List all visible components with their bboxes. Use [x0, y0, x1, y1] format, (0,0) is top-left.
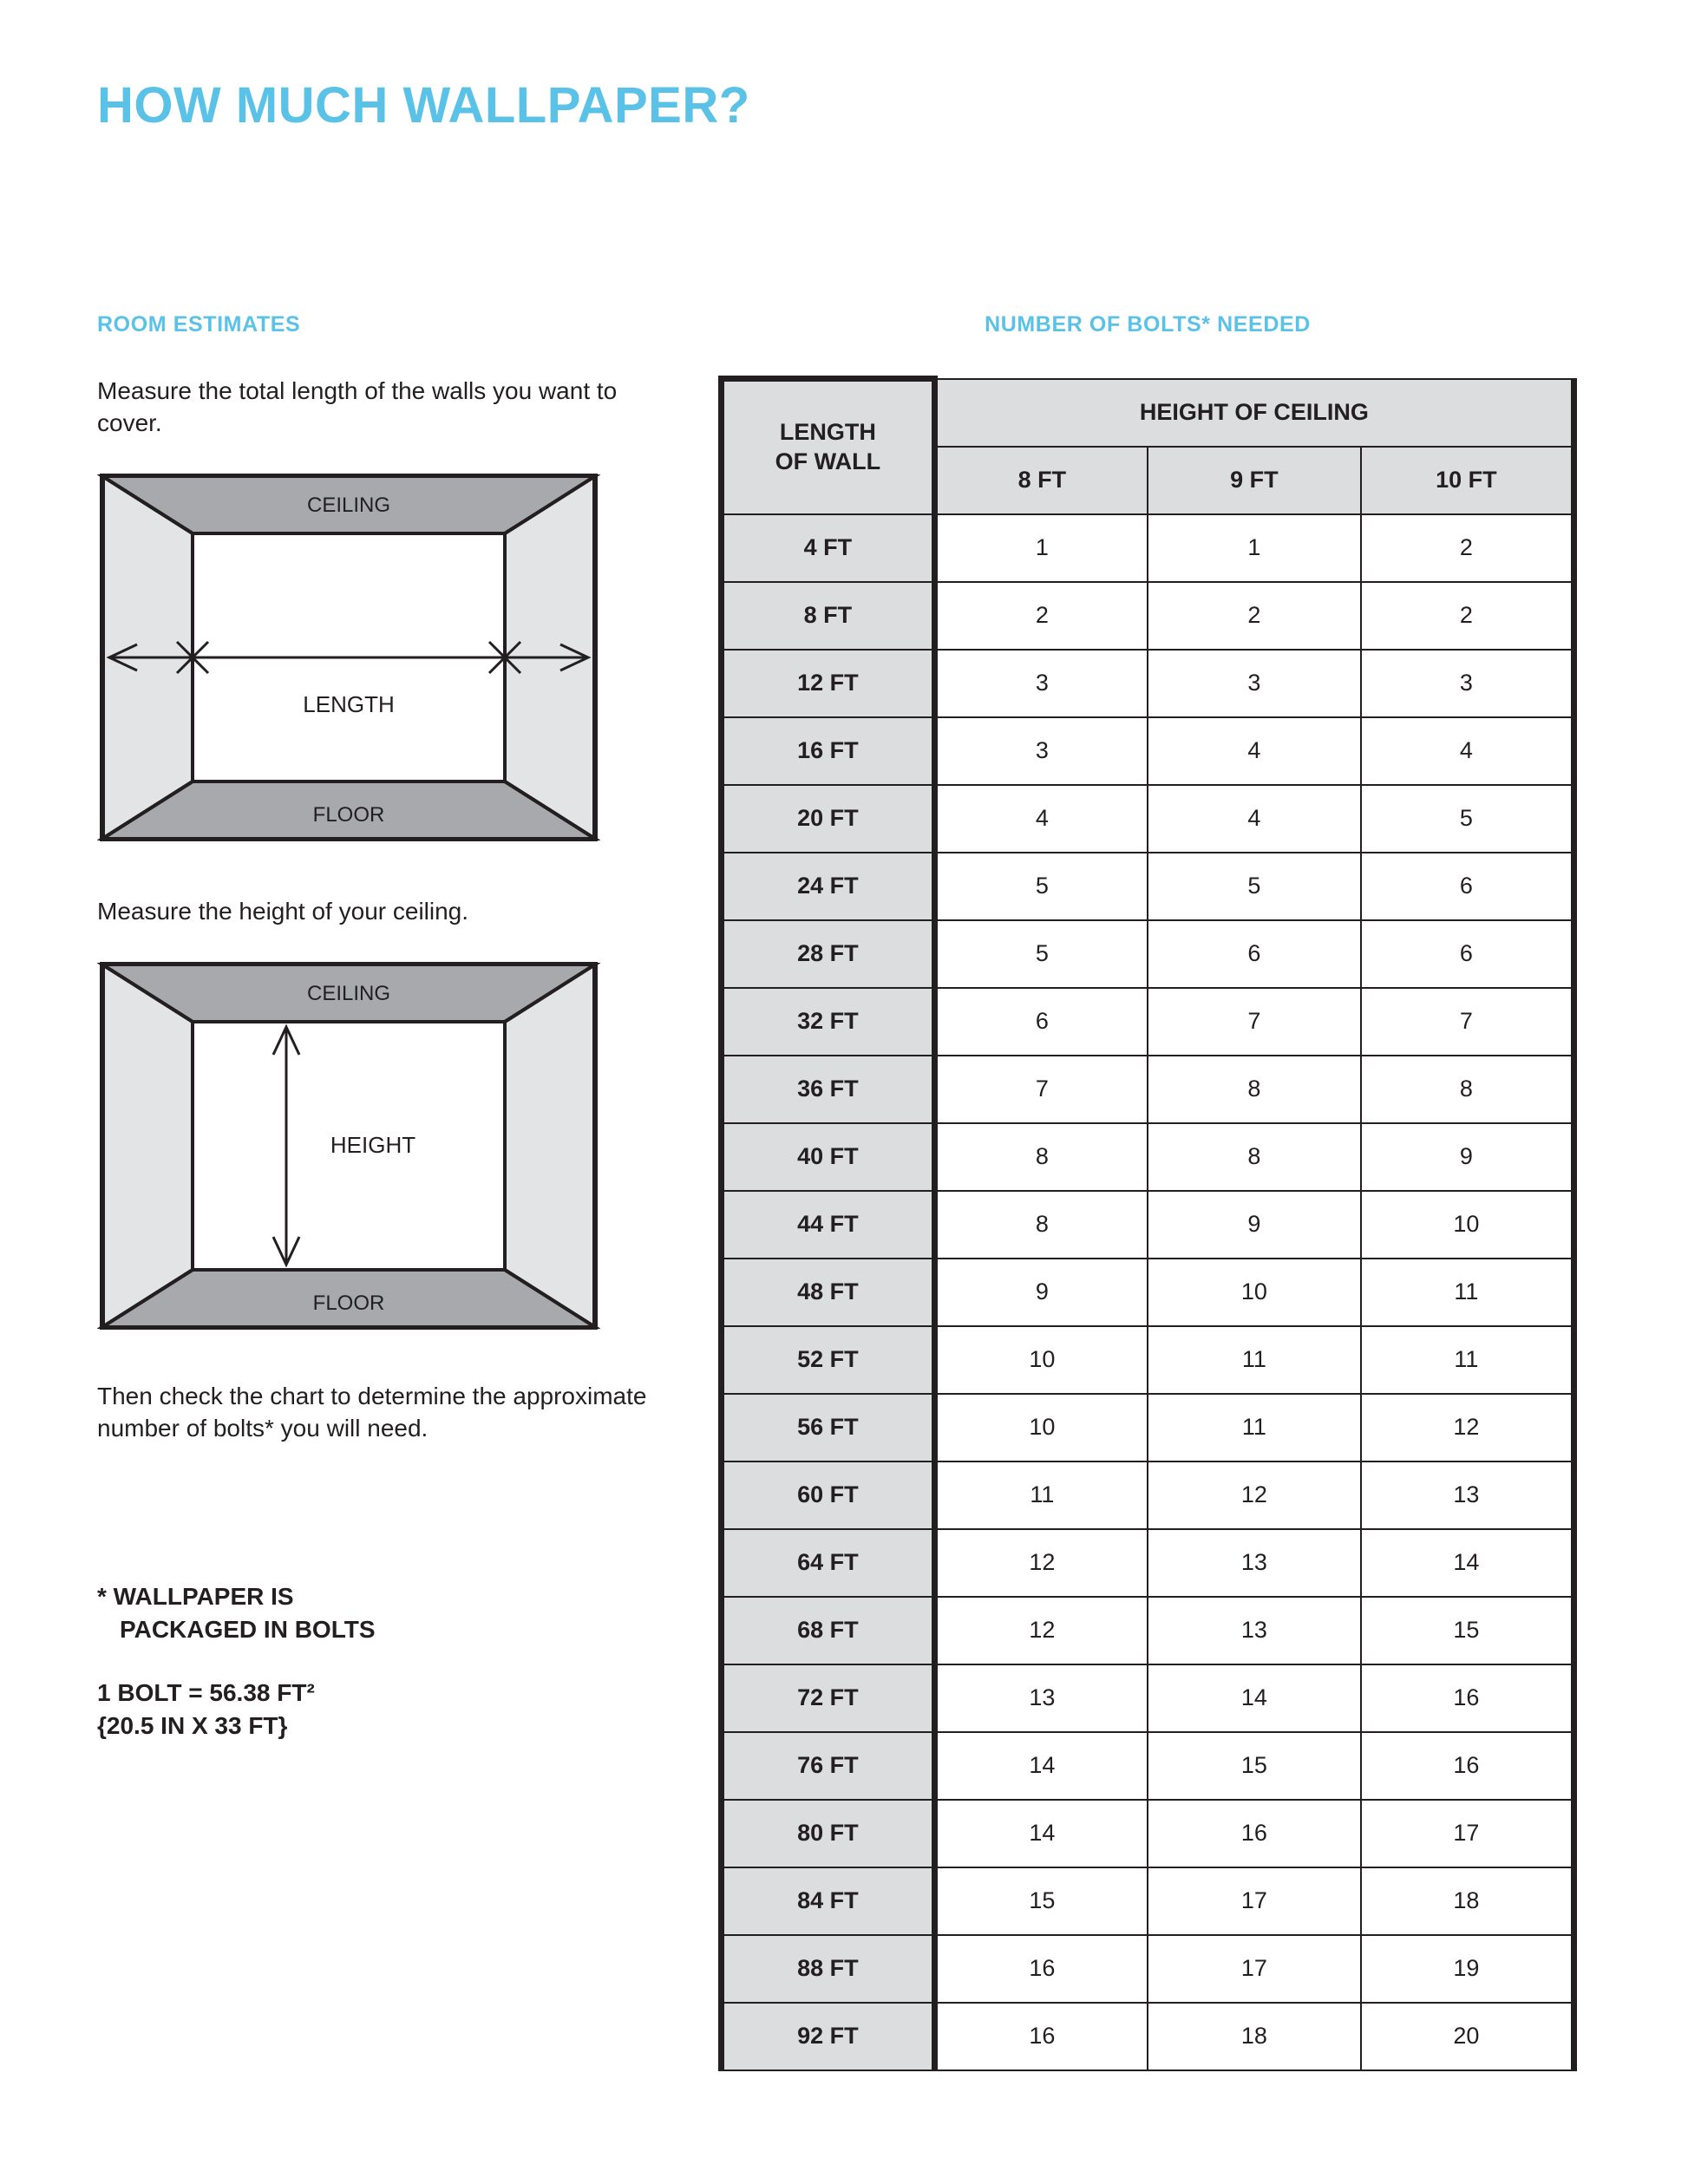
- room-diagram-height: [97, 959, 600, 1332]
- cell-8ft: 10: [934, 1326, 1148, 1394]
- cell-10ft: 14: [1361, 1529, 1574, 1597]
- step-1-text: Measure the total length of the walls you want to cover.: [97, 377, 618, 436]
- cell-8ft: 1: [934, 514, 1148, 582]
- row-label: 68 FT: [722, 1597, 935, 1664]
- diagram-ceiling-label: CEILING: [306, 493, 391, 517]
- cell-10ft: 9: [1361, 1123, 1574, 1191]
- table-header-row-group: [722, 379, 1574, 447]
- row-label: 60 FT: [722, 1461, 935, 1529]
- row-label: 64 FT: [722, 1529, 935, 1597]
- row-label: 36 FT: [722, 1056, 935, 1123]
- cell-10ft: 2: [1361, 582, 1574, 650]
- cell-9ft: 2: [1148, 582, 1361, 650]
- diagram-length-label: LENGTH: [303, 690, 395, 717]
- cell-9ft: 17: [1148, 1935, 1361, 2003]
- cell-8ft: 5: [934, 853, 1148, 920]
- cell-9ft: 9: [1148, 1191, 1361, 1259]
- header-length-of-wall: [722, 379, 935, 514]
- room-estimates-column: [97, 312, 652, 1743]
- table-row: [722, 1191, 1574, 1259]
- cell-10ft: 11: [1361, 1259, 1574, 1326]
- cell-10ft: 3: [1361, 650, 1574, 717]
- table-row: [722, 1935, 1574, 2003]
- cell-8ft: 15: [934, 1867, 1148, 1935]
- page-title: HOW MUCH WALLPAPER?: [97, 77, 750, 134]
- table-row: [722, 514, 1574, 582]
- cell-9ft: 11: [1148, 1326, 1361, 1394]
- cell-9ft: 14: [1148, 1664, 1361, 1732]
- table-row: [722, 1597, 1574, 1664]
- cell-9ft: 12: [1148, 1461, 1361, 1529]
- footnote-line-2: PACKAGED IN BOLTS: [120, 1615, 376, 1643]
- cell-9ft: 11: [1148, 1394, 1361, 1461]
- table-row: [722, 1664, 1574, 1732]
- cell-9ft: 5: [1148, 853, 1361, 920]
- diagram-ceiling-label: CEILING: [306, 981, 391, 1005]
- table-row: [722, 1123, 1574, 1191]
- row-label: 48 FT: [722, 1259, 935, 1326]
- cell-9ft: 15: [1148, 1732, 1361, 1800]
- diagram-floor-label: FLOOR: [312, 802, 385, 827]
- row-label: 12 FT: [722, 650, 935, 717]
- row-label: 84 FT: [722, 1867, 935, 1935]
- bolts-table-column: [718, 312, 1577, 2071]
- header-height-of-ceiling: HEIGHT OF CEILING: [934, 379, 1574, 447]
- cell-10ft: 18: [1361, 1867, 1574, 1935]
- step-2-text: Measure the height of your ceiling.: [97, 897, 469, 925]
- cell-8ft: 11: [934, 1461, 1148, 1529]
- room-diagram-length: [97, 471, 600, 844]
- header-length-line-2: OF WALL: [775, 448, 881, 474]
- bolt-equivalent-area: 1 BOLT = 56.38 FT²: [97, 1679, 315, 1707]
- table-row: [722, 1326, 1574, 1394]
- table-row: [722, 1394, 1574, 1461]
- cell-9ft: 13: [1148, 1529, 1361, 1597]
- cell-8ft: 12: [934, 1529, 1148, 1597]
- table-row: [722, 1529, 1574, 1597]
- diagram-floor-label: FLOOR: [312, 1291, 385, 1315]
- cell-8ft: 4: [934, 785, 1148, 853]
- bolt-equivalent: [97, 1677, 652, 1743]
- cell-10ft: 16: [1361, 1664, 1574, 1732]
- cell-9ft: 1: [1148, 514, 1361, 582]
- row-label: 4 FT: [722, 514, 935, 582]
- cell-8ft: 8: [934, 1191, 1148, 1259]
- row-label: 8 FT: [722, 582, 935, 650]
- cell-8ft: 3: [934, 717, 1148, 785]
- footnote-wallpaper-bolts: [97, 1580, 652, 1646]
- table-row: [722, 582, 1574, 650]
- cell-10ft: 20: [1361, 2003, 1574, 2070]
- bolts-table: [718, 376, 1577, 2071]
- row-label: 72 FT: [722, 1664, 935, 1732]
- cell-10ft: 2: [1361, 514, 1574, 582]
- cell-8ft: 10: [934, 1394, 1148, 1461]
- cell-8ft: 16: [934, 2003, 1148, 2070]
- table-row: [722, 853, 1574, 920]
- cell-10ft: 15: [1361, 1597, 1574, 1664]
- table-row: [722, 1056, 1574, 1123]
- cell-10ft: 13: [1361, 1461, 1574, 1529]
- cell-9ft: 8: [1148, 1056, 1361, 1123]
- row-label: 52 FT: [722, 1326, 935, 1394]
- table-row: [722, 1461, 1574, 1529]
- row-label: 16 FT: [722, 717, 935, 785]
- cell-10ft: 6: [1361, 920, 1574, 988]
- cell-9ft: 17: [1148, 1867, 1361, 1935]
- table-row: [722, 2003, 1574, 2070]
- cell-9ft: 18: [1148, 2003, 1361, 2070]
- cell-10ft: 4: [1361, 717, 1574, 785]
- table-row: [722, 1867, 1574, 1935]
- table-row: [722, 1800, 1574, 1867]
- header-col-10ft: 10 FT: [1361, 447, 1574, 514]
- row-label: 80 FT: [722, 1800, 935, 1867]
- row-label: 44 FT: [722, 1191, 935, 1259]
- bolts-table-body: [722, 514, 1574, 2070]
- cell-9ft: 10: [1148, 1259, 1361, 1326]
- cell-8ft: 14: [934, 1732, 1148, 1800]
- row-label: 28 FT: [722, 920, 935, 988]
- row-label: 92 FT: [722, 2003, 935, 2070]
- row-label: 76 FT: [722, 1732, 935, 1800]
- cell-8ft: 13: [934, 1664, 1148, 1732]
- cell-10ft: 12: [1361, 1394, 1574, 1461]
- table-row: [722, 988, 1574, 1056]
- cell-10ft: 19: [1361, 1935, 1574, 2003]
- cell-10ft: 11: [1361, 1326, 1574, 1394]
- table-row: [722, 1259, 1574, 1326]
- row-label: 24 FT: [722, 853, 935, 920]
- section-heading-bolts-needed: NUMBER OF BOLTS* NEEDED: [985, 312, 1311, 337]
- cell-8ft: 6: [934, 988, 1148, 1056]
- bolt-equivalent-dimensions: {20.5 IN X 33 FT}: [97, 1712, 288, 1740]
- cell-8ft: 12: [934, 1597, 1148, 1664]
- cell-9ft: 7: [1148, 988, 1361, 1056]
- cell-8ft: 7: [934, 1056, 1148, 1123]
- cell-8ft: 9: [934, 1259, 1148, 1326]
- cell-10ft: 10: [1361, 1191, 1574, 1259]
- cell-10ft: 16: [1361, 1732, 1574, 1800]
- row-label: 40 FT: [722, 1123, 935, 1191]
- cell-8ft: 3: [934, 650, 1148, 717]
- cell-10ft: 17: [1361, 1800, 1574, 1867]
- header-length-line-1: LENGTH: [779, 419, 876, 445]
- footnote-line-1: * WALLPAPER IS: [97, 1582, 294, 1610]
- cell-9ft: 4: [1148, 785, 1361, 853]
- cell-9ft: 3: [1148, 650, 1361, 717]
- cell-10ft: 5: [1361, 785, 1574, 853]
- cell-9ft: 4: [1148, 717, 1361, 785]
- cell-9ft: 16: [1148, 1800, 1361, 1867]
- table-row: [722, 1732, 1574, 1800]
- cell-9ft: 6: [1148, 920, 1361, 988]
- cell-8ft: 8: [934, 1123, 1148, 1191]
- row-label: 32 FT: [722, 988, 935, 1056]
- table-row: [722, 920, 1574, 988]
- header-col-8ft: 8 FT: [934, 447, 1148, 514]
- table-row: [722, 650, 1574, 717]
- diagram-height-label: HEIGHT: [330, 1131, 416, 1158]
- cell-8ft: 14: [934, 1800, 1148, 1867]
- row-label: 56 FT: [722, 1394, 935, 1461]
- header-col-9ft: 9 FT: [1148, 447, 1361, 514]
- row-label: 20 FT: [722, 785, 935, 853]
- table-row: [722, 717, 1574, 785]
- cell-9ft: 13: [1148, 1597, 1361, 1664]
- cell-10ft: 8: [1361, 1056, 1574, 1123]
- cell-8ft: 5: [934, 920, 1148, 988]
- cell-8ft: 2: [934, 582, 1148, 650]
- cell-9ft: 8: [1148, 1123, 1361, 1191]
- step-3-text: Then check the chart to determine the approximate number of bolts* you will need.: [97, 1382, 647, 1442]
- cell-10ft: 7: [1361, 988, 1574, 1056]
- cell-8ft: 16: [934, 1935, 1148, 2003]
- section-heading-room-estimates: ROOM ESTIMATES: [97, 312, 301, 337]
- cell-10ft: 6: [1361, 853, 1574, 920]
- row-label: 88 FT: [722, 1935, 935, 2003]
- table-row: [722, 785, 1574, 853]
